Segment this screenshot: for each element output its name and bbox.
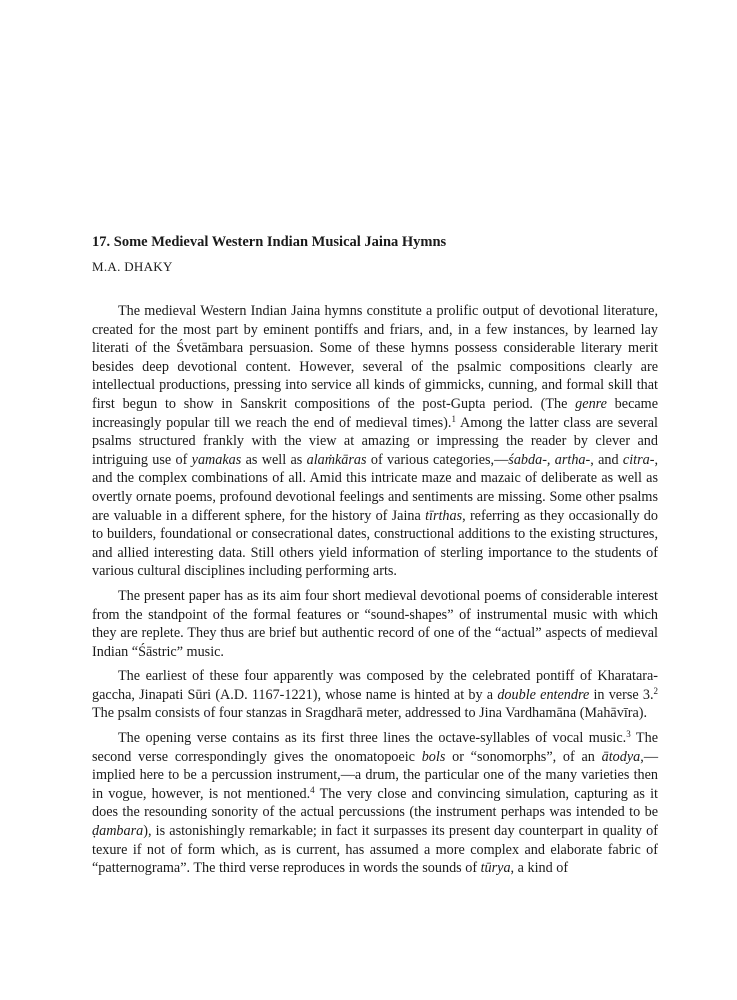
footnote-ref: 4: [310, 784, 315, 795]
paragraph: [92, 667, 658, 723]
text-run: , and the complex combinations of all. Amid this intricate maze and mazaic of deliberate as well as overtly ornate poems, profound devotional feelings and sentiments are missing. Some other psalms are valuable in a different sphere, for the history of Jaina: [92, 451, 658, 524]
text-run: The second verse correspondingly gives the onomatopoeic: [92, 730, 658, 765]
text-run: The opening verse contains as its first three lines the octave-syllables of vocal music.: [118, 730, 627, 747]
italic-term: bols: [421, 748, 446, 765]
text-run: , a kind of: [510, 860, 569, 877]
text-run: as well as: [241, 451, 307, 468]
text-run: ,—implied here to be a percussion instrument,—a drum, the particular one of the many varieties then in vogue, however, is not mentioned.: [92, 748, 658, 802]
footnote-ref: 1: [451, 413, 456, 424]
text-run: The earliest of these four apparently was composed by the celebrated pontiff of Kharatara-gaccha, Jinapati Sūri (A.D. 1167-1221), whose name is hinted at by a: [92, 668, 658, 703]
italic-term: genre: [575, 395, 607, 412]
italic-term: citra-: [622, 451, 655, 468]
italic-term: double entendre: [497, 686, 590, 703]
italic-term: ātodya: [601, 748, 641, 765]
text-run: ), is astonishingly remarkable; in fact it surpasses its present day counterpart in quality of texure if not of form which, as is current, has assumed a more complex and elaborate fabric of “patternograma”. The third verse reproduces in words the sounds of: [92, 823, 658, 877]
italic-term: alaṁkāras: [306, 451, 367, 468]
text-run: in verse 3.: [589, 686, 654, 703]
text-run: became increasingly popular till we reach the end of medieval times).: [92, 395, 658, 431]
text-run: , and: [590, 451, 623, 468]
author-name: M.A. DHAKY: [92, 259, 173, 274]
italic-term: tīrthas: [425, 507, 463, 524]
italic-term: ḍambara: [92, 823, 144, 840]
text-run: Among the latter class are several psalms structured frankly with the view at amazing or impressing the reader by clever and intriguing use of: [92, 414, 658, 468]
text-run: The psalm consists of four stanzas in Sragdharā meter, addressed to Jina Vardhamāna (Mahāvīra).: [92, 705, 648, 722]
paragraph: [92, 302, 658, 581]
footnote-ref: 2: [653, 685, 658, 696]
text-run: of various categories,—: [366, 451, 509, 468]
italic-term: śabda-, artha-: [508, 451, 591, 468]
text-run: or “sonomorphs”, of an: [445, 748, 602, 765]
text-run: The very close and convincing simulation, capturing as it does the resounding sonority of the actual percussions (the instrument perhaps was intended to be: [92, 785, 658, 821]
text-run: The medieval Western Indian Jaina hymns constitute a prolific output of devotional literature, created for the most part by eminent pontiffs and friars, and, in a few instances, by learned lay literati of the Śvetāmbara persuasion. Some of these hymns possess considerable literary merit besides deep devotional content. However, several of the psalmic compositions clearly are intellectual productions, pressing into service all kinds of gimmicks, cunning, and formal skill that first begun to show in Sanskrit compositions of the post-Gupta period. (The: [92, 303, 658, 412]
paragraph: [92, 729, 658, 878]
text-run: The present paper has as its aim four short medieval devotional poems of considerable interest from the standpoint of the formal features or “sound-shapes” of instrumental music with which they are replete. They thus are brief but authentic record of one of the “actual” aspects of medieval Indian “Śāstric” music.: [92, 587, 658, 660]
article-title: 17. Some Medieval Western Indian Musical Jaina Hymns: [92, 234, 447, 250]
article-body: [92, 302, 658, 878]
italic-term: tūrya: [480, 860, 511, 877]
footnote-ref: 3: [626, 729, 631, 740]
text-run: , referring as they occasionally do to builders, foundational or consecrational dates, constructional additions to the existing structures, and allied interesting data. Still others yield information of sterling importance to the students of various cultural disciplines including performing arts.: [92, 507, 658, 580]
italic-term: yamakas: [191, 451, 242, 468]
paragraph: [92, 587, 658, 661]
